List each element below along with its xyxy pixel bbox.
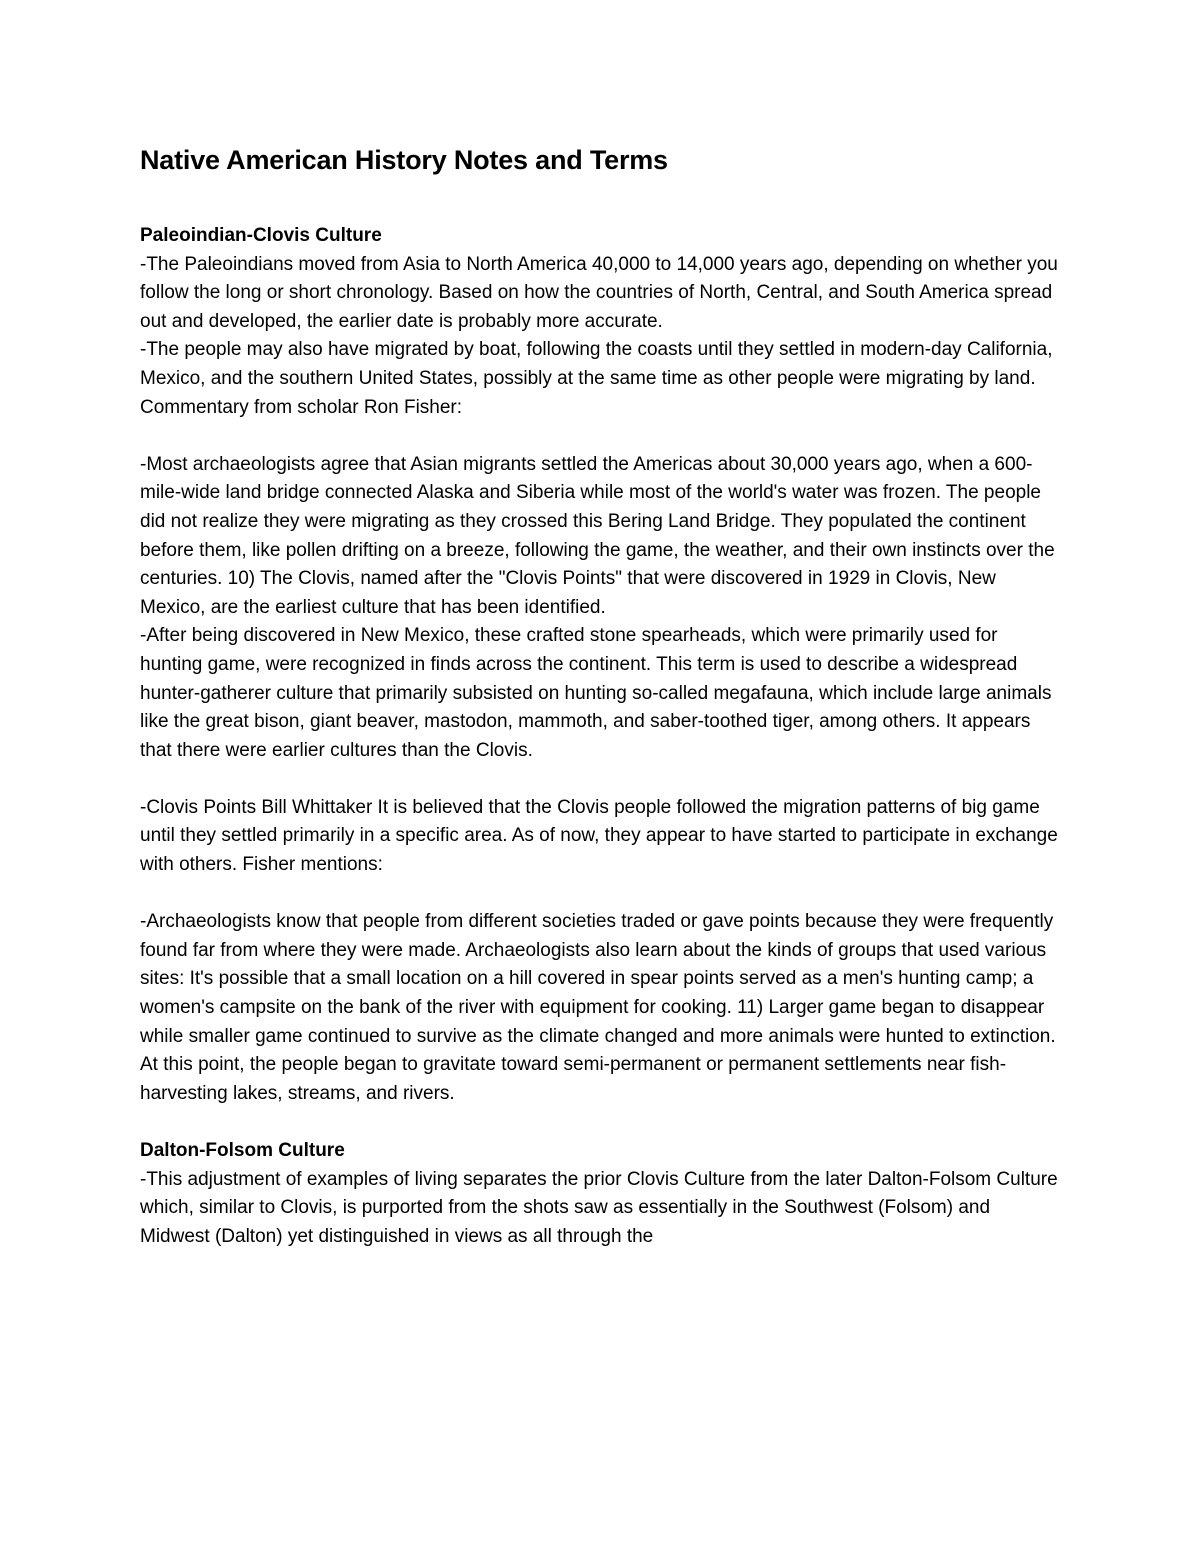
paragraph: -Most archaeologists agree that Asian migrants settled the Americas about 30,000 years ago, when a 600-mile-wide land bridge connected Alaska and Siberia while most of the world's water was frozen. The people did not realize they were migrating as they crossed this Bering Land Bridge. They populated the continent before them, like pollen drifting on a breeze, following the game, the weather, and their own instincts over the centuries. 10) The Clovis, named after the "Clovis Points" that were discovered in 1929 in Clovis, New Mexico, are the earliest culture that has been identified. — [140, 453, 1055, 618]
paragraph: -Archaeologists know that people from different societies traded or gave points because they were frequently found far from where they were made. Archaeologists also learn about the kinds of groups that used various sites: It's possible that a small location on a hill covered in spear points served as a men's hunting camp; a women's campsite on the bank of the river with equipment for cooking. 11) Larger game began to disappear while smaller game continued to survive as the climate changed and more animals were hunted to extinction. At this point, the people began to gravitate toward semi-permanent or permanent settlements near fish-harvesting lakes, streams, and rivers. — [140, 911, 1056, 1104]
paragraph: -Clovis Points Bill Whittaker It is believed that the Clovis people followed the migration patterns of big game until they settled primarily in a specific area. As of now, they appear to have started to participate in exchange with others. Fisher mentions: — [140, 796, 1058, 876]
document-title: Native American History Notes and Terms — [140, 145, 668, 175]
paragraph: -After being discovered in New Mexico, these crafted stone spearheads, which were primarily used for hunting game, were recognized in finds across the continent. This term is used to describe a widespread hunter-gatherer culture that primarily subsisted on hunting so-called megafauna, which include large animals like the great bison, giant beaver, mastodon, mammoth, and saber-toothed tiger, among others. It appears that there were earlier cultures than the Clovis. — [140, 625, 1052, 761]
section-heading-paleoindian-clovis: Paleoindian-Clovis Culture — [140, 225, 382, 246]
paragraph-spacer — [140, 1108, 1065, 1137]
paragraph-spacer — [140, 880, 1065, 909]
document-page — [140, 140, 1065, 1251]
paragraph-spacer — [140, 765, 1065, 794]
paragraph: -The people may also have migrated by boat, following the coasts until they settled in modern-day California, Mexico, and the southern United States, possibly at the same time as other people were migrating by land. Commentary from scholar Ron Fisher: — [140, 339, 1053, 418]
paragraph: -The Paleoindians moved from Asia to North America 40,000 to 14,000 years ago, depending on whether you follow the long or short chronology. Based on how the countries of North, Central, and South America spread out and developed, the earlier date is probably more accurate. — [140, 253, 1058, 332]
paragraph-spacer — [140, 422, 1065, 451]
section-heading-dalton-folsom: Dalton-Folsom Culture — [140, 1140, 345, 1161]
paragraph: -This adjustment of examples of living separates the prior Clovis Culture from the later Dalton-Folsom Culture which, similar to Clovis, is purported from the shots saw as essentially in the Southwest (Folsom) and Midwest (Dalton) yet distinguished in views as all through the — [140, 1168, 1058, 1247]
